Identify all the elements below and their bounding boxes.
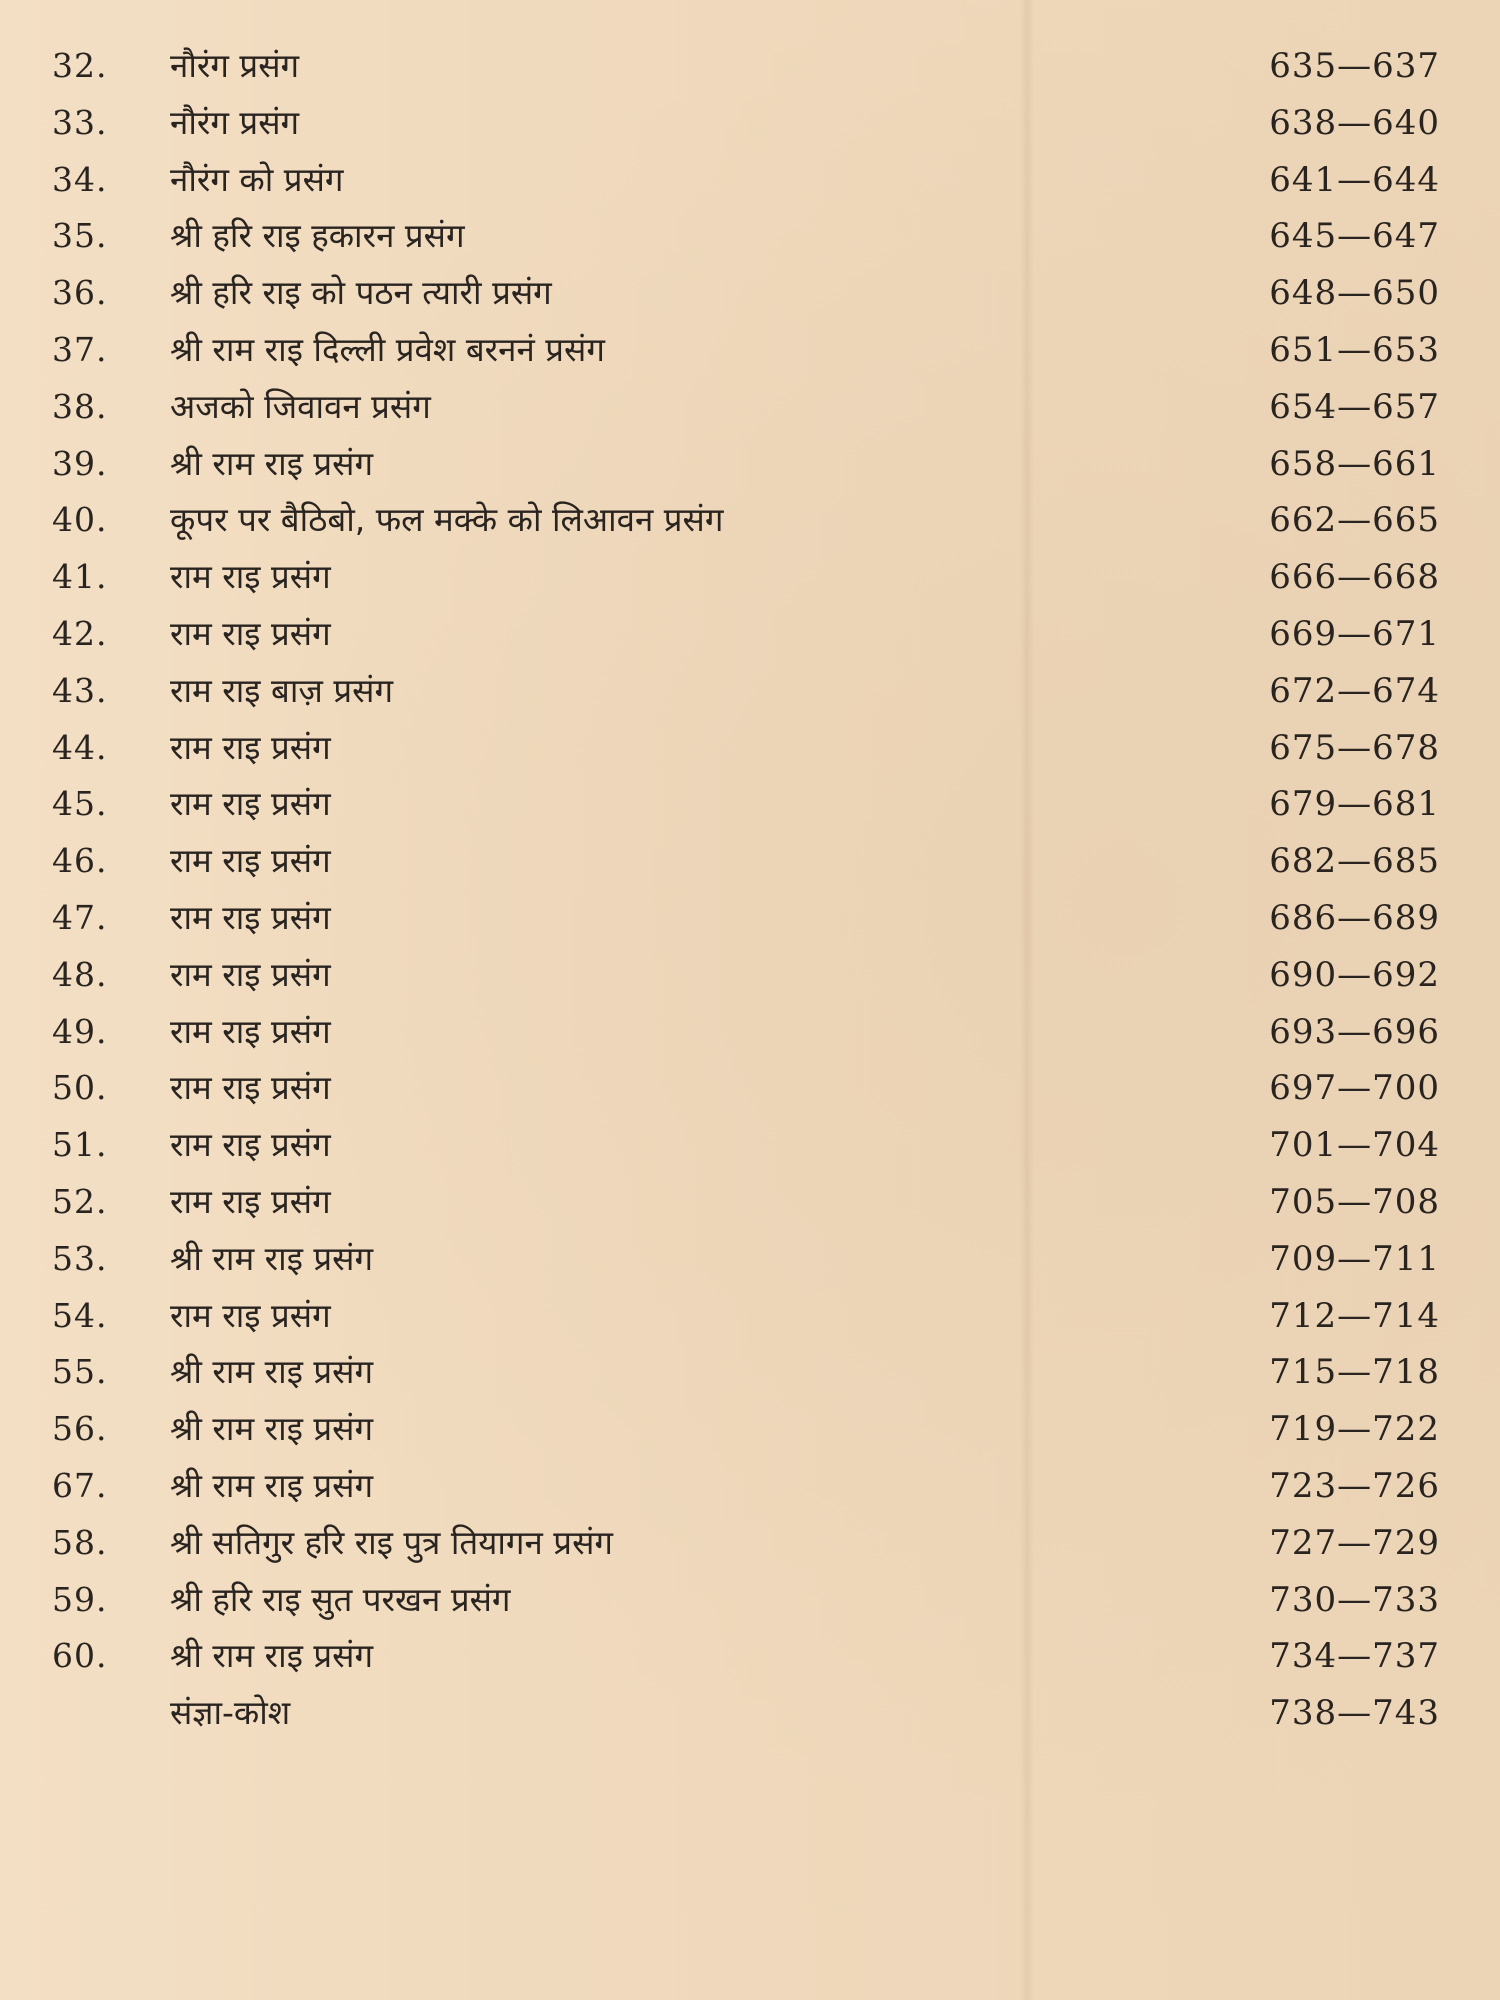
entry-page-range: 686—689	[1269, 897, 1440, 938]
entry-title: राम राइ प्रसंग	[170, 1068, 331, 1108]
entry-number: 46.	[52, 841, 108, 881]
toc-entry	[0, 379, 1500, 436]
toc-entry	[0, 1628, 1500, 1685]
entry-title: राम राइ प्रसंग	[170, 841, 331, 881]
entry-number: 55.	[52, 1352, 108, 1392]
entry-number: 36.	[52, 273, 108, 313]
entry-number: 40.	[52, 500, 108, 540]
toc-entry	[0, 95, 1500, 152]
entry-page-range: 719—722	[1269, 1409, 1440, 1450]
entry-number: 49.	[52, 1011, 108, 1051]
toc-entry	[0, 549, 1500, 606]
entry-number: 51.	[52, 1125, 108, 1165]
toc-entry	[0, 1515, 1500, 1572]
entry-title: श्री राम राइ प्रसंग	[170, 1238, 374, 1278]
entry-page-range: 658—661	[1269, 443, 1440, 484]
entry-page-range: 734—737	[1269, 1636, 1440, 1677]
entry-page-range: 730—733	[1269, 1579, 1440, 1620]
entry-title: राम राइ प्रसंग	[170, 557, 331, 597]
entry-number: 67.	[52, 1465, 108, 1505]
toc-entry	[0, 720, 1500, 777]
entry-title: श्री राम राइ प्रसंग	[170, 1409, 374, 1449]
entry-title: श्री राम राइ प्रसंग	[170, 1465, 374, 1505]
entry-title: श्री राम राइ प्रसंग	[170, 1352, 374, 1392]
entry-page-range: 666—668	[1269, 557, 1440, 598]
entry-page-range: 669—671	[1269, 613, 1440, 654]
entry-page-range: 701—704	[1269, 1125, 1440, 1166]
toc-entry	[0, 265, 1500, 322]
toc-entry	[0, 663, 1500, 720]
entry-title: श्री हरि राइ को पठन त्यारी प्रसंग	[170, 273, 552, 313]
entry-title: राम राइ प्रसंग	[170, 1125, 331, 1165]
entry-number: 43.	[52, 670, 108, 710]
entry-title: राम राइ प्रसंग	[170, 613, 331, 653]
toc-entry	[0, 1458, 1500, 1515]
entry-title: श्री राम राइ प्रसंग	[170, 1636, 374, 1676]
entry-page-range: 651—653	[1269, 329, 1440, 370]
entry-page-range: 705—708	[1269, 1181, 1440, 1222]
entry-page-range: 727—729	[1269, 1522, 1440, 1563]
entry-number: 45.	[52, 784, 108, 824]
entry-title: नौरंग प्रसंग	[170, 46, 300, 85]
toc-entry	[0, 1174, 1500, 1231]
entry-page-range: 635—637	[1269, 46, 1440, 86]
entry-number: 39.	[52, 443, 108, 483]
entry-title: राम राइ प्रसंग	[170, 954, 331, 994]
entry-title: श्री सतिगुर हरि राइ पुत्र तियागन प्रसंग	[170, 1522, 613, 1562]
toc-entry	[0, 947, 1500, 1004]
entry-title: श्री हरि राइ सुत परखन प्रसंग	[170, 1579, 511, 1619]
toc-entry	[0, 322, 1500, 379]
entry-title: राम राइ प्रसंग	[170, 1295, 331, 1335]
entry-number: 59.	[52, 1579, 108, 1619]
toc-entry	[0, 1685, 1500, 1742]
entry-page-range: 654—657	[1269, 386, 1440, 427]
entry-title: संज्ञा-कोश	[170, 1693, 291, 1733]
entry-number: 50.	[52, 1068, 108, 1108]
toc-entry	[0, 1572, 1500, 1629]
entry-number: 44.	[52, 727, 108, 767]
entry-title: राम राइ प्रसंग	[170, 1181, 331, 1221]
entry-title: राम राइ बाज़ प्रसंग	[170, 670, 394, 710]
entry-number: 48.	[52, 954, 108, 994]
entry-page-range: 682—685	[1269, 841, 1440, 882]
entry-title: श्री राम राइ दिल्ली प्रवेश बरननं प्रसंग	[170, 329, 605, 369]
entry-number: 54.	[52, 1295, 108, 1335]
entry-title: श्री हरि राइ हकारन प्रसंग	[170, 216, 465, 256]
toc-entry	[0, 1117, 1500, 1174]
entry-number: 41.	[52, 557, 108, 597]
entry-title: नौरंग प्रसंग	[170, 102, 300, 142]
entry-number: 52.	[52, 1181, 108, 1221]
entry-title: राम राइ प्रसंग	[170, 727, 331, 767]
entry-number: 37.	[52, 329, 108, 369]
entry-number: 56.	[52, 1409, 108, 1449]
toc-entry	[0, 1344, 1500, 1401]
toc-entry	[0, 492, 1500, 549]
entry-title: नौरंग को प्रसंग	[170, 159, 344, 199]
entry-page-range: 645—647	[1269, 216, 1440, 257]
entry-page-range: 641—644	[1269, 159, 1440, 200]
entry-page-range: 662—665	[1269, 500, 1440, 541]
entry-title: राम राइ प्रसंग	[170, 784, 331, 824]
toc-entry	[0, 1231, 1500, 1288]
toc-entry	[0, 833, 1500, 890]
entry-number: 32.	[52, 46, 108, 85]
toc-entry	[0, 1060, 1500, 1117]
toc-entry	[0, 890, 1500, 947]
entry-page-range: 709—711	[1269, 1238, 1440, 1279]
toc-entry	[0, 1401, 1500, 1458]
toc-entry	[0, 1004, 1500, 1061]
entry-page-range: 715—718	[1269, 1352, 1440, 1393]
entry-number: 38.	[52, 386, 108, 426]
entry-page-range: 638—640	[1269, 102, 1440, 143]
table-of-contents	[0, 38, 1500, 1742]
entry-page-range: 675—678	[1269, 727, 1440, 768]
toc-entry	[0, 152, 1500, 209]
entry-page-range: 723—726	[1269, 1465, 1440, 1506]
toc-entry	[0, 1288, 1500, 1345]
entry-title: राम राइ प्रसंग	[170, 897, 331, 937]
entry-number: 47.	[52, 897, 108, 937]
entry-page-range: 712—714	[1269, 1295, 1440, 1336]
entry-number: 35.	[52, 216, 108, 256]
toc-entry	[0, 208, 1500, 265]
entry-page-range: 690—692	[1269, 954, 1440, 995]
entry-number: 53.	[52, 1238, 108, 1278]
entry-number: 58.	[52, 1522, 108, 1562]
entry-title: श्री राम राइ प्रसंग	[170, 443, 374, 483]
entry-page-range: 648—650	[1269, 273, 1440, 314]
entry-page-range: 697—700	[1269, 1068, 1440, 1109]
toc-entry	[0, 436, 1500, 493]
entry-number: 34.	[52, 159, 108, 199]
entry-page-range: 672—674	[1269, 670, 1440, 711]
entry-page-range: 693—696	[1269, 1011, 1440, 1052]
entry-title: राम राइ प्रसंग	[170, 1011, 331, 1051]
entry-number: 33.	[52, 102, 108, 142]
toc-entry	[0, 606, 1500, 663]
toc-entry	[0, 776, 1500, 833]
entry-number: 42.	[52, 613, 108, 653]
entry-page-range: 738—743	[1269, 1693, 1440, 1734]
toc-entry	[0, 38, 1500, 95]
entry-page-range: 679—681	[1269, 784, 1440, 825]
entry-number: 60.	[52, 1636, 108, 1676]
entry-title: कूपर पर बैठिबो, फल मक्के को लिआवन प्रसंग	[170, 500, 724, 540]
entry-title: अजको जिवावन प्रसंग	[170, 386, 431, 426]
